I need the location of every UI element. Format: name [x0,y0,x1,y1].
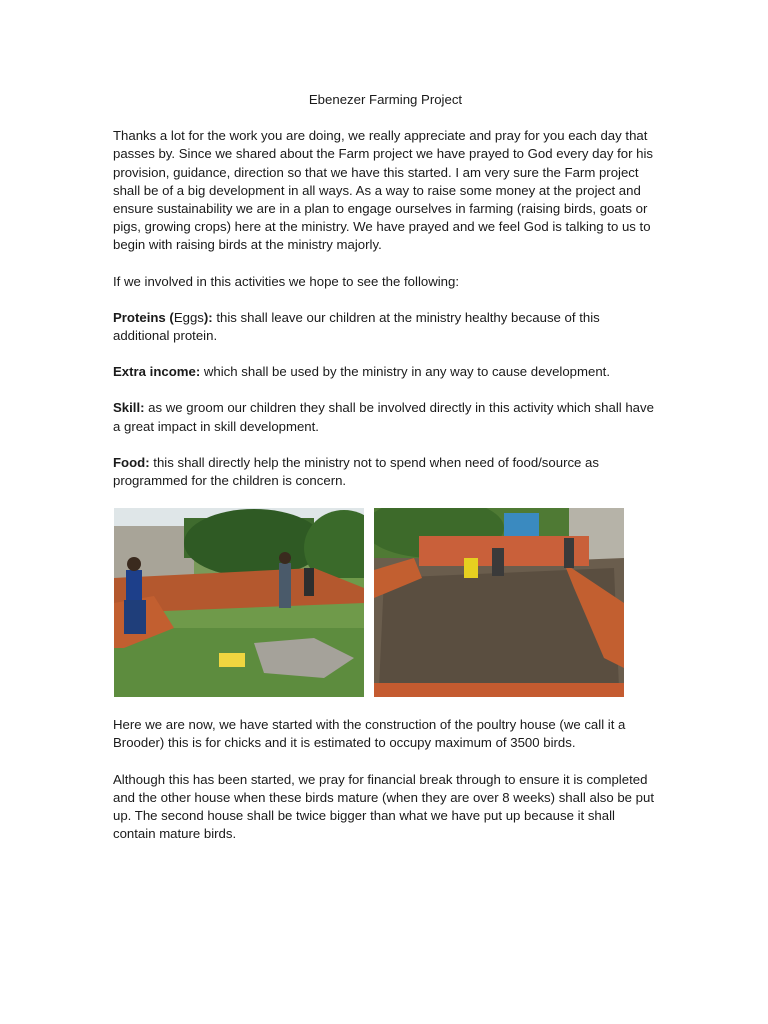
benefit-term: Proteins ( [113,309,174,325]
photo-row [113,508,658,697]
benefit-text: this shall directly help the ministry not to spend when need of food/source as programmed for the children is concern. [113,454,599,489]
intro-paragraph: Thanks a lot for the work you are doing, we really appreciate and pray for you each day that passes by. Since we shared about the Farm project we have prayed to God every day for his provision, guidance, direction so that we have this started. I am very sure the Farm project shall be of a big development in all ways. As a way to raise some money at the project and ensure sustainability we are in a plan to engage ourselves in farming (raising birds, goats or pigs, growing crops) here at the ministry. We have prayed and we feel God is talking to us to begin with raising birds at the ministry majorly. [113,128,653,253]
benefit-text: as we groom our children they shall be involved directly in this activity which shall have a great impact in skill development. [113,400,654,434]
benefit-term: Skill: [113,400,145,416]
benefit-term-rest: Eggs [173,309,204,325]
benefit-skill [113,399,658,435]
benefit-term-close: ): [203,309,213,325]
closing-paragraph: Although this has been started, we pray for financial break through to ensure it is completed and the other house when these birds mature (when they are over 8 weeks) shall also be put up. The second house shall be twice bigger than what we have put up because it shall contain mature birds. [113,771,655,842]
benefit-term: Food: [113,454,150,470]
lead-in-paragraph: If we involved in this activities we hope to see the following: [113,273,459,289]
benefit-proteins [113,309,658,345]
document-body [113,91,658,861]
benefit-text: which shall be used by the ministry in any way to cause development. [200,364,610,380]
document-title: Ebenezer Farming Project [308,92,463,107]
benefit-food [113,454,658,490]
photo-brooder-foundation [374,508,624,697]
photo-workers-bricks [114,508,364,697]
progress-paragraph: Here we are now, we have started with the construction of the poultry house (we call it a Brooder) this is for chicks and it is estimated to occupy maximum of 3500 birds. [113,717,626,751]
benefit-text: this shall leave our children at the ministry healthy because of this additional protein. [113,309,600,344]
benefit-extra-income [113,363,658,381]
benefit-term: Extra income: [113,364,201,380]
